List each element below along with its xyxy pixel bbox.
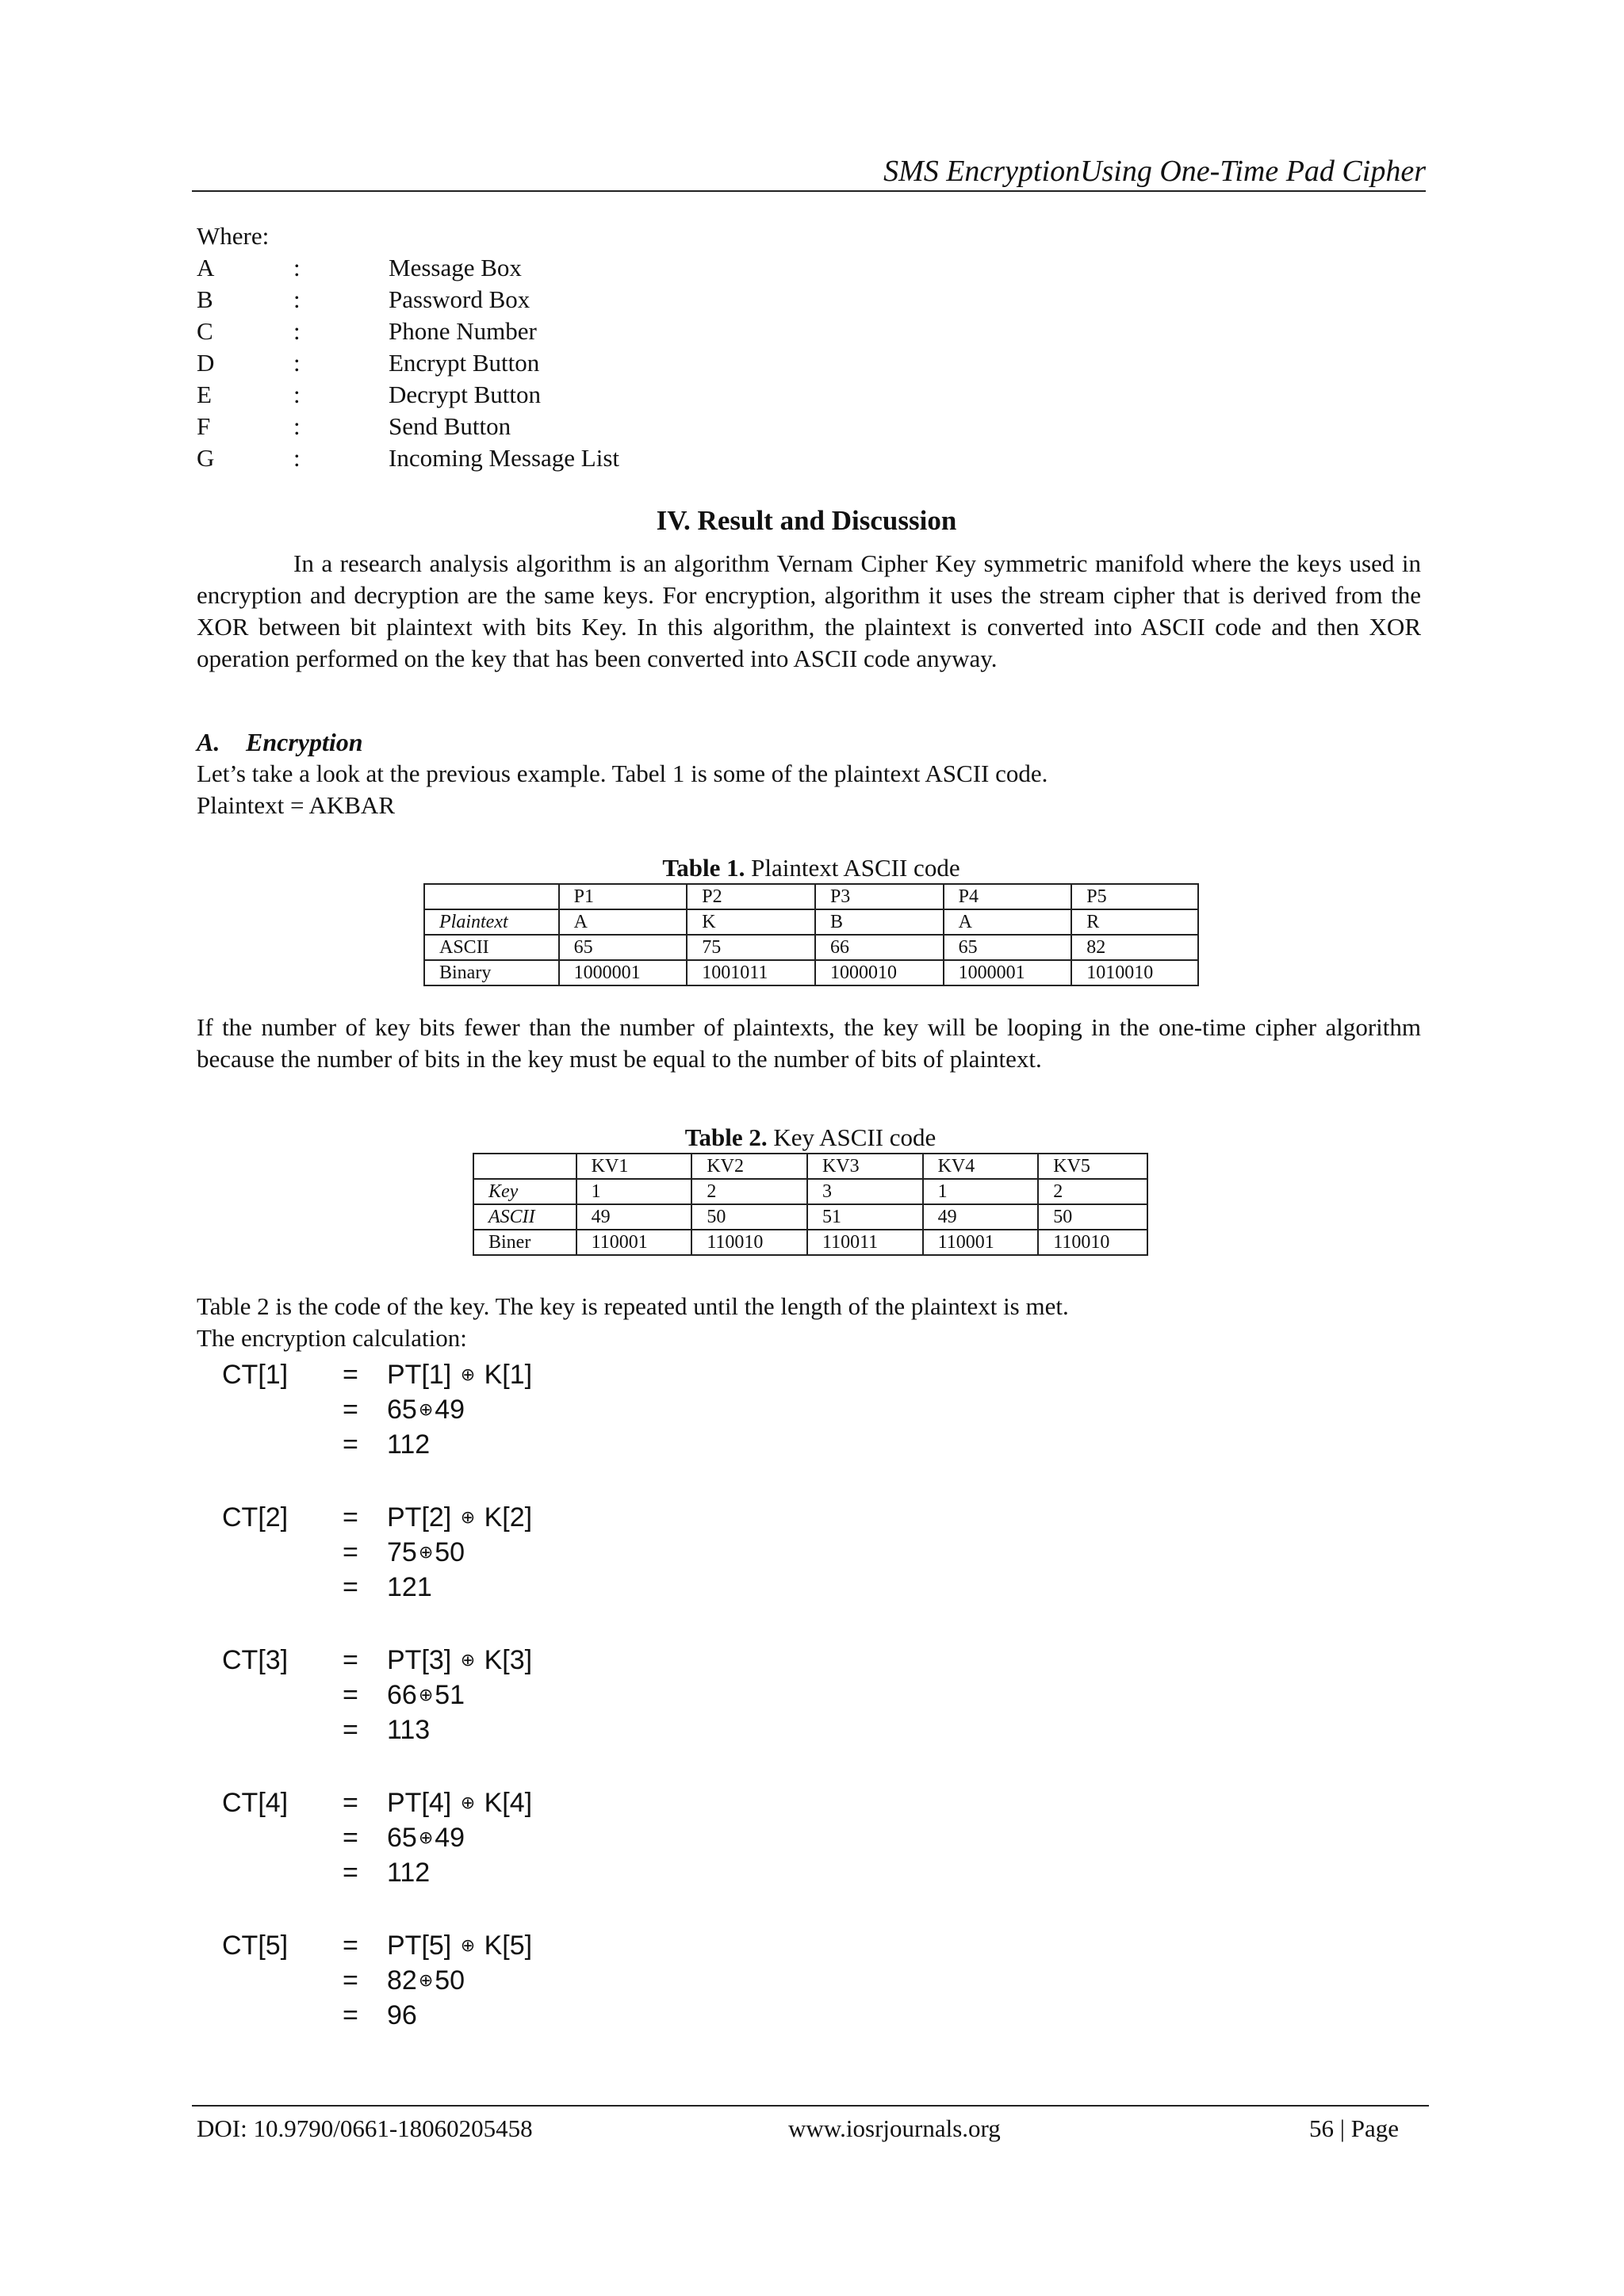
calc-b: 49 [435, 1395, 465, 1425]
calculation-intro: The encryption calculation: [197, 1324, 467, 1352]
legend-meaning: Send Button [389, 412, 511, 440]
table-cell: 110001 [923, 1230, 1039, 1255]
calc-equals: = [343, 1360, 358, 1390]
calc-equals: = [343, 1395, 358, 1425]
calc-a: 82 [387, 1965, 417, 1996]
subsection-title: Encryption [246, 728, 363, 756]
plaintext-line: Plaintext = AKBAR [197, 791, 395, 819]
table-cell: B [815, 909, 944, 935]
table-cell: Plaintext [424, 909, 559, 935]
legend-letter: F [197, 412, 211, 440]
calc-equals: = [343, 1429, 358, 1460]
table-cell: K [687, 909, 815, 935]
table-cell: 65 [559, 935, 688, 960]
calc-b: 49 [435, 1823, 465, 1853]
table-cell: KV3 [807, 1154, 923, 1179]
calc-pt: PT[2] [387, 1502, 452, 1533]
table-cell: 1 [576, 1179, 692, 1204]
xor-icon: ⊕ [460, 1507, 476, 1527]
legend-letter: C [197, 317, 213, 345]
calc-values [387, 1678, 465, 1712]
calc-equals: = [343, 1680, 358, 1710]
calc-k: K[3] [484, 1645, 533, 1675]
calc-result: 112 [387, 1858, 431, 1888]
legend-item [197, 252, 990, 284]
table-cell: ASCII [473, 1204, 576, 1230]
calc-equals: = [343, 1537, 358, 1567]
table-cell: 82 [1071, 935, 1198, 960]
table2-caption-label: Table 2. [684, 1123, 768, 1151]
table-cell: P3 [815, 884, 944, 909]
legend-item [197, 442, 990, 474]
legend-meaning: Phone Number [389, 317, 537, 345]
legend-letter: G [197, 444, 215, 472]
legend-meaning: Incoming Message List [389, 444, 620, 472]
page-footer [192, 2105, 1429, 2146]
calc-equals: = [343, 1965, 358, 1996]
calc-result: 113 [387, 1715, 431, 1745]
calc-values [387, 1820, 465, 1855]
calc-ct-label: CT[1] [222, 1360, 289, 1390]
xor-icon: ⊕ [418, 1827, 434, 1847]
calc-block [222, 1928, 856, 2071]
running-title: SMS EncryptionUsing One-Time Pad Cipher [883, 155, 1426, 188]
xor-icon: ⊕ [418, 1542, 434, 1562]
table2-key-ascii [473, 1153, 1148, 1256]
table-cell: P4 [944, 884, 1072, 909]
calc-k: K[2] [484, 1502, 533, 1533]
legend-item [197, 379, 990, 411]
calc-expression [387, 1785, 532, 1820]
table-cell [473, 1154, 576, 1179]
calc-pt: PT[1] [387, 1360, 452, 1390]
calc-pt: PT[3] [387, 1645, 452, 1675]
calc-values [387, 1963, 465, 1998]
table-header-row [424, 884, 1198, 909]
section-heading: IV. Result and Discussion [656, 505, 957, 536]
xor-icon: ⊕ [418, 1685, 434, 1705]
table-cell: 2 [1038, 1179, 1147, 1204]
table-row [424, 935, 1198, 960]
table-cell: R [1071, 909, 1198, 935]
calc-block [222, 1785, 856, 1928]
calc-block [222, 1500, 856, 1643]
calc-pt: PT[5] [387, 1931, 452, 1961]
calc-equals: = [343, 1715, 358, 1745]
legend-separator: : [293, 285, 301, 313]
table-row [424, 960, 1198, 985]
table-cell: 49 [576, 1204, 692, 1230]
legend-separator: : [293, 412, 301, 440]
footer-website: www.iosrjournals.org [788, 2114, 1001, 2142]
calc-result: 112 [387, 1429, 431, 1460]
table-cell: 49 [923, 1204, 1039, 1230]
calc-a: 75 [387, 1537, 417, 1567]
legend-letter: B [197, 285, 213, 313]
calc-expression [387, 1928, 532, 1963]
table-cell: 50 [1038, 1204, 1147, 1230]
table-cell: 51 [807, 1204, 923, 1230]
legend-list [197, 220, 990, 474]
table-cell: 110001 [576, 1230, 692, 1255]
xor-icon: ⊕ [460, 1364, 476, 1384]
table-cell: P5 [1071, 884, 1198, 909]
calc-equals: = [343, 2000, 358, 2030]
calc-ct-label: CT[2] [222, 1502, 289, 1533]
xor-icon: ⊕ [460, 1793, 476, 1812]
encryption-calculations [222, 1357, 856, 2071]
table-cell: P2 [687, 884, 815, 909]
legend-separator: : [293, 317, 301, 345]
calc-pt: PT[4] [387, 1788, 452, 1818]
table-cell: 110010 [691, 1230, 807, 1255]
legend-letter: E [197, 381, 212, 408]
subsection-heading [197, 728, 363, 757]
calc-values [387, 1535, 465, 1570]
legend-letter: A [197, 254, 215, 281]
calc-ct-label: CT[3] [222, 1645, 289, 1675]
legend-item [197, 411, 990, 442]
table-cell: Binary [424, 960, 559, 985]
calc-expression [387, 1643, 532, 1678]
table-cell: Key [473, 1179, 576, 1204]
table-row [424, 909, 1198, 935]
running-header [192, 151, 1426, 192]
xor-icon: ⊕ [418, 1970, 434, 1990]
table-cell: A [944, 909, 1072, 935]
table-cell: 1010010 [1071, 960, 1198, 985]
legend-item [197, 316, 990, 347]
calc-b: 50 [435, 1537, 465, 1567]
table-cell: 66 [815, 935, 944, 960]
table-row [473, 1230, 1147, 1255]
calc-k: K[1] [484, 1360, 533, 1390]
table-cell: 1 [923, 1179, 1039, 1204]
legend-separator: : [293, 349, 301, 377]
table-cell: KV4 [923, 1154, 1039, 1179]
calc-equals: = [343, 1788, 358, 1818]
legend-label: Where: [197, 222, 270, 250]
calc-a: 65 [387, 1395, 417, 1425]
table-cell: 50 [691, 1204, 807, 1230]
calc-result: 121 [387, 1572, 432, 1602]
calc-a: 65 [387, 1823, 417, 1853]
section-paragraph: In a research analysis algorithm is an algorithm Vernam Cipher Key symmetric manifold where the keys used in encryption and decryption are the same keys. For encryption, algorithm it uses the stream cipher that is derived from the XOR between bit plaintext with bits Key. In this algorithm, the plaintext is converted into ASCII code and then XOR operation performed on the key that has been converted into ASCII code anyway. [197, 549, 1421, 672]
xor-icon: ⊕ [460, 1650, 476, 1670]
calc-b: 51 [435, 1680, 465, 1710]
table-cell: 110011 [807, 1230, 923, 1255]
calc-a: 66 [387, 1680, 417, 1710]
calc-ct-label: CT[4] [222, 1788, 289, 1818]
table-cell: 1000001 [559, 960, 688, 985]
calc-k: K[4] [484, 1788, 533, 1818]
table-cell: 1000001 [944, 960, 1072, 985]
calc-expression [387, 1500, 532, 1535]
calc-equals: = [343, 1823, 358, 1853]
table2-explanation: Table 2 is the code of the key. The key is repeated until the length of the plaintext is met. [197, 1292, 1069, 1320]
xor-icon: ⊕ [418, 1399, 434, 1419]
table-cell: Biner [473, 1230, 576, 1255]
table-cell: KV1 [576, 1154, 692, 1179]
table-cell: 65 [944, 935, 1072, 960]
table2-caption [473, 1123, 1148, 1152]
calc-values [387, 1392, 465, 1427]
legend-separator: : [293, 254, 301, 281]
calc-equals: = [343, 1502, 358, 1533]
calc-b: 50 [435, 1965, 465, 1996]
table1-caption-label: Table 1. [662, 854, 745, 882]
table-cell: P1 [559, 884, 688, 909]
table-cell: KV2 [691, 1154, 807, 1179]
table1-caption-text: Plaintext ASCII code [745, 854, 960, 882]
calc-equals: = [343, 1931, 358, 1961]
table-cell: 110010 [1038, 1230, 1147, 1255]
calc-ct-label: CT[5] [222, 1931, 289, 1961]
subsection-number: A. [197, 728, 220, 756]
table1-caption [423, 854, 1199, 882]
calc-expression [387, 1357, 532, 1392]
table-cell: KV5 [1038, 1154, 1147, 1179]
calc-result: 96 [387, 2000, 417, 2030]
legend-separator: : [293, 381, 301, 408]
table-header-row [473, 1154, 1147, 1179]
table-cell: 1000010 [815, 960, 944, 985]
table2-caption-text: Key ASCII code [767, 1123, 936, 1151]
xor-icon: ⊕ [460, 1935, 476, 1955]
legend-meaning: Encrypt Button [389, 349, 540, 377]
calc-k: K[5] [484, 1931, 533, 1961]
legend-item [197, 347, 990, 379]
calc-equals: = [343, 1645, 358, 1675]
table-cell [424, 884, 559, 909]
encryption-intro: Let’s take a look at the previous example. Tabel 1 is some of the plaintext ASCII code. [197, 760, 1048, 787]
table-row [473, 1179, 1147, 1204]
table-cell: 2 [691, 1179, 807, 1204]
legend-meaning: Password Box [389, 285, 530, 313]
legend-separator: : [293, 444, 301, 472]
table-cell: 1001011 [687, 960, 815, 985]
key-loop-paragraph: If the number of key bits fewer than the number of plaintexts, the key will be looping in the one-time cipher algorithm because the number of bits in the key must be equal to the number of bits of plaintext. [197, 1013, 1421, 1073]
table1-plaintext-ascii [423, 883, 1199, 986]
footer-page-number: 56 | Page [1309, 2114, 1399, 2142]
calc-equals: = [343, 1858, 358, 1888]
legend-meaning: Message Box [389, 254, 522, 281]
calc-block [222, 1643, 856, 1785]
legend-item [197, 284, 990, 316]
legend-meaning: Decrypt Button [389, 381, 541, 408]
calc-block [222, 1357, 856, 1500]
legend-label-row [197, 220, 990, 252]
table-cell: ASCII [424, 935, 559, 960]
table-cell: 3 [807, 1179, 923, 1204]
calc-equals: = [343, 1572, 358, 1602]
footer-doi: DOI: 10.9790/0661-18060205458 [197, 2114, 533, 2142]
table-row [473, 1204, 1147, 1230]
legend-letter: D [197, 349, 215, 377]
table-cell: 75 [687, 935, 815, 960]
table-cell: A [559, 909, 688, 935]
